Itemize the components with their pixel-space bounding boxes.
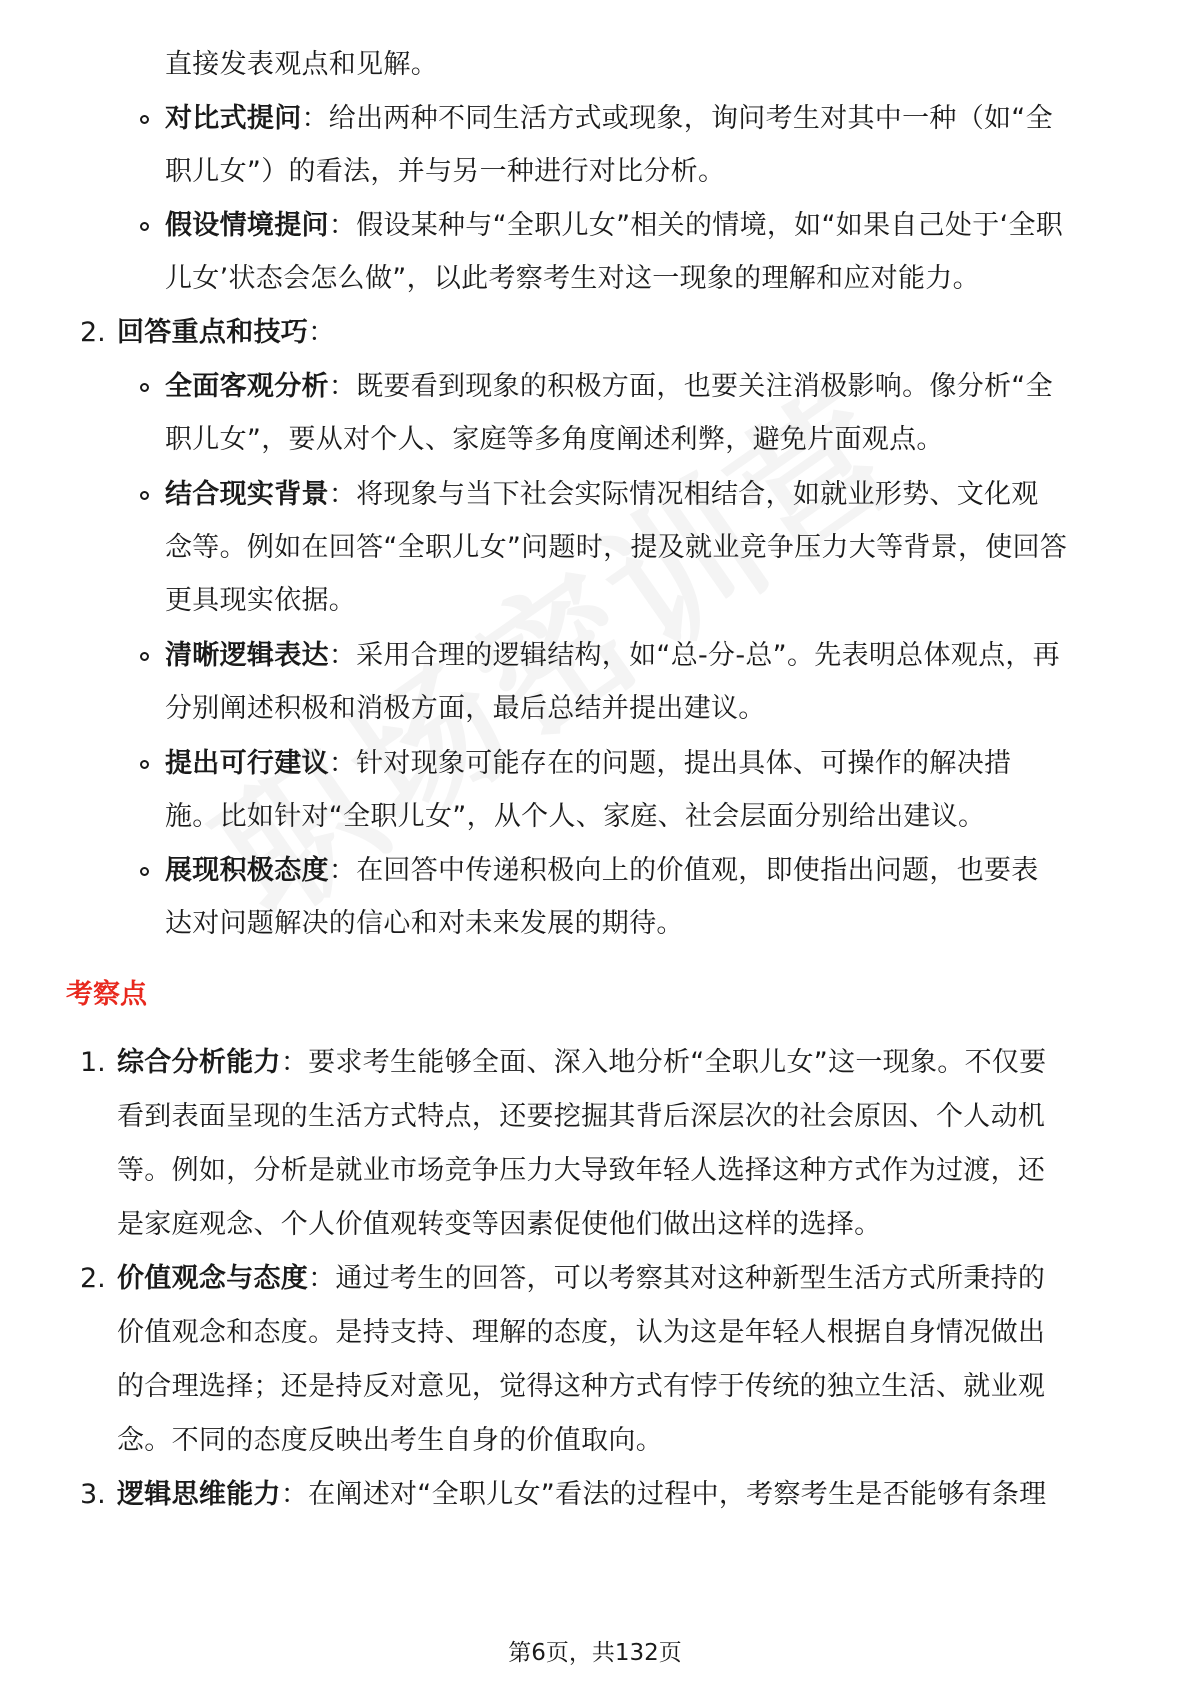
- tip-title: 提出可行建议: [165, 748, 329, 779]
- point-text: ：在阐述对“全职儿女”看法的过程中，考察考生是否能够有条理: [280, 1479, 1047, 1510]
- tip-text: ：采用合理的逻辑结构，如“总-分-总”。先表明总体观点，再: [328, 640, 1060, 671]
- tip-item: [165, 475, 1039, 515]
- tip-text: 念等。例如在回答“全职儿女”问题时，提及就业竞争压力大等背景，使回答: [165, 532, 1068, 563]
- point-text: 念。不同的态度反映出考生自身的价值取向。: [117, 1425, 663, 1456]
- point-title: 价值观念与态度: [117, 1263, 309, 1294]
- tip-text: ：既要看到现象的积极方面，也要关注消极影响。像分析“全: [328, 371, 1053, 402]
- tip-text: 达对问题解决的信心和对未来发展的期待。: [165, 908, 684, 939]
- sub-item-text: 职儿女”）的看法，并与另一种进行对比分析。: [165, 156, 726, 187]
- sub-item-hypothetical-question: [165, 206, 1063, 246]
- sub-item-text: 儿女’状态会怎么做”，以此考察考生对这一现象的理解和应对能力。: [165, 263, 980, 294]
- sub-bullet-icon: [140, 652, 149, 661]
- sub-item-title: 对比式提问: [165, 103, 302, 134]
- tip-item: [165, 367, 1053, 407]
- tip-title: 结合现实背景: [165, 479, 329, 510]
- tip-text: ：在回答中传递积极向上的价值观，即使指出问题，也要表: [328, 855, 1039, 886]
- sub-item-text: ：给出两种不同生活方式或现象，询问考生对其中一种（如“全: [301, 103, 1053, 134]
- section-title-colon: ：: [308, 317, 336, 348]
- tip-title: 展现积极态度: [165, 855, 329, 886]
- point-text: 价值观念和态度。是持支持、理解的态度，认为这是年轻人根据自身情况做出: [117, 1317, 1046, 1348]
- sub-bullet-icon: [140, 115, 149, 124]
- point-item: [117, 1475, 1047, 1515]
- tip-item: [165, 636, 1060, 676]
- point-text: ：通过考生的回答，可以考察其对这种新型生活方式所秉持的: [308, 1263, 1046, 1294]
- point-item: [117, 1043, 1047, 1083]
- sub-bullet-icon: [140, 491, 149, 500]
- point-text: 是家庭观念、个人价值观转变等因素促使他们做出这样的选择。: [117, 1209, 882, 1240]
- sub-bullet-icon: [140, 383, 149, 392]
- tip-title: 清晰逻辑表达: [165, 640, 329, 671]
- sub-bullet-icon: [140, 760, 149, 769]
- sub-bullet-icon: [140, 222, 149, 231]
- section-title: [117, 313, 335, 353]
- point-text: 的合理选择；还是持反对意见，觉得这种方式有悖于传统的独立生活、就业观: [117, 1371, 1046, 1402]
- tip-text: 更具现实依据。: [165, 585, 357, 616]
- page-number: 第6页，共132页: [508, 1640, 682, 1666]
- list-number: 3.: [80, 1479, 106, 1510]
- list-number: 2.: [80, 317, 106, 348]
- point-item: [117, 1259, 1045, 1299]
- tip-text: 职儿女”，要从对个人、家庭等多角度阐述利弊，避免片面观点。: [165, 424, 944, 455]
- tip-item: [165, 851, 1039, 891]
- point-title: 逻辑思维能力: [117, 1479, 281, 1510]
- list-number: 2.: [80, 1263, 106, 1294]
- section-title-text: 回答重点和技巧: [117, 317, 309, 348]
- tip-text: 施。比如针对“全职儿女”，从个人、家庭、社会层面分别给出建议。: [165, 801, 986, 832]
- sub-item-text: ：假设某种与“全职儿女”相关的情境，如“如果自己处于‘全职: [328, 210, 1064, 241]
- point-text: 看到表面呈现的生活方式特点，还要挖掘其背后深层次的社会原因、个人动机: [117, 1101, 1046, 1132]
- point-text: 等。例如，分析是就业市场竞争压力大导致年轻人选择这种方式作为过渡，还: [117, 1155, 1046, 1186]
- tip-title: 全面客观分析: [165, 371, 329, 402]
- tip-text: ：将现象与当下社会实际情况相结合，如就业形势、文化观: [328, 479, 1039, 510]
- sub-item-title: 假设情境提问: [165, 210, 329, 241]
- point-title: 综合分析能力: [117, 1047, 281, 1078]
- tip-text: ：针对现象可能存在的问题，提出具体、可操作的解决措: [328, 748, 1012, 779]
- tip-item: [165, 744, 1011, 784]
- list-number: 1.: [80, 1047, 106, 1078]
- tip-text: 分别阐述积极和消极方面，最后总结并提出建议。: [165, 693, 766, 724]
- sub-item-contrast-question: [165, 99, 1053, 139]
- sub-bullet-icon: [140, 867, 149, 876]
- continued-text: 直接发表观点和见解。: [165, 49, 438, 80]
- section-heading: 考察点: [66, 979, 147, 1010]
- point-text: ：要求考生能够全面、深入地分析“全职儿女”这一现象。不仅要: [280, 1047, 1047, 1078]
